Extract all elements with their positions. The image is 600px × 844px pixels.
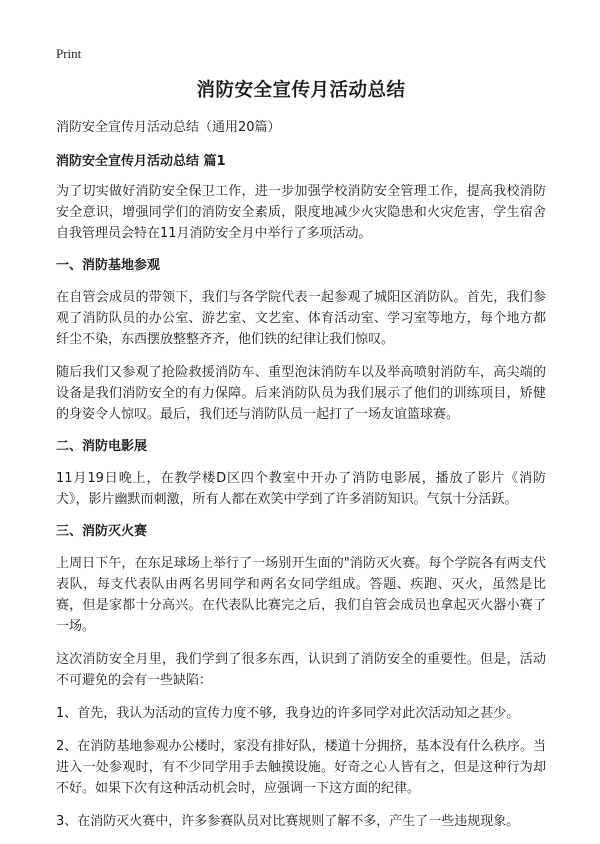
paragraph: 11月19日晚上，在教学楼D区四个教室中开办了消防电影展，播放了影片《消防犬》，影片幽默而刺激，所有人都在欢笑中学到了许多消防知识。气氛十分活跃。 bbox=[56, 471, 546, 507]
document-subtitle: 消防安全宣传月活动总结（通用20篇） bbox=[56, 120, 281, 135]
list-item: 1、首先，我认为活动的宣传力度不够，我身边的许多同学对此次活动知之甚少。 bbox=[56, 706, 520, 721]
section-heading-firefighting-contest: 三、消防灭火赛 bbox=[56, 524, 148, 539]
section-heading-base-visit: 一、消防基地参观 bbox=[56, 258, 161, 273]
list-item: 3、在消防灭火赛中，许多参赛队员对比赛规则了解不多，产生了一些违规现象。 bbox=[56, 814, 520, 829]
print-link[interactable]: Print bbox=[56, 46, 82, 61]
paragraph: 随后我们又参观了抢险救援消防车、重型泡沫消防车以及举高喷射消防车，高尖端的设备是我们消防安全的有力保障。后来消防队员为我们展示了他们的训练项目，矫健的身姿令人惊叹。最后，我们还与消防队员一起打了一场友谊篮球赛。 bbox=[56, 365, 546, 422]
section-heading-film-show: 二、消防电影展 bbox=[56, 439, 148, 454]
closing-paragraph: 这次消防安全月里，我们学到了很多东西，认识到了消防安全的重要性。但是，活动不可避免的会有一些缺陷： bbox=[56, 652, 546, 688]
paragraph: 上周日下午，在东足球场上举行了一场别开生面的"消防灭火赛。每个学院各有两支代表队，每支代表队由两名男同学和两名女同学组成。答题、疾跑、灭火，虽然是比赛，但是家都十分高兴。在代表队比赛完之后，我们自管会成员也拿起灭火器小赛了一场。 bbox=[56, 556, 546, 634]
list-item: 2、在消防基地参观办公楼时，家没有排好队，楼道十分拥挤，基本没有什么秩序。当进入一处参观时，有不少同学用手去触摸设施。好奇之心人皆有之，但是这种行为却不好。如果下次有这种活动机会时，应强调一下这方面的纪律。 bbox=[56, 739, 546, 796]
intro-paragraph: 为了切实做好消防安全保卫工作，进一步加强学校消防安全管理工作，提高我校消防安全意识，增强同学们的消防安全素质，限度地减少火灾隐患和火灾危害，学生宿舍自我管理员会特在11月消防安全月中举行了多项活动。 bbox=[56, 184, 546, 241]
article-title: 消防安全宣传月活动总结 篇1 bbox=[56, 154, 226, 169]
document-body bbox=[56, 78, 546, 844]
page-title: 消防安全宣传月活动总结 bbox=[196, 80, 406, 101]
paragraph: 在自管会成员的带领下，我们与各学院代表一起参观了城阳区消防队。首先，我们参观了消防队员的办公室、游艺室、文艺室、体育活动室、学习室等地方，每个地方都纤尘不染，东西摆放整整齐齐，他们铁的纪律让我们惊叹。 bbox=[56, 290, 546, 347]
